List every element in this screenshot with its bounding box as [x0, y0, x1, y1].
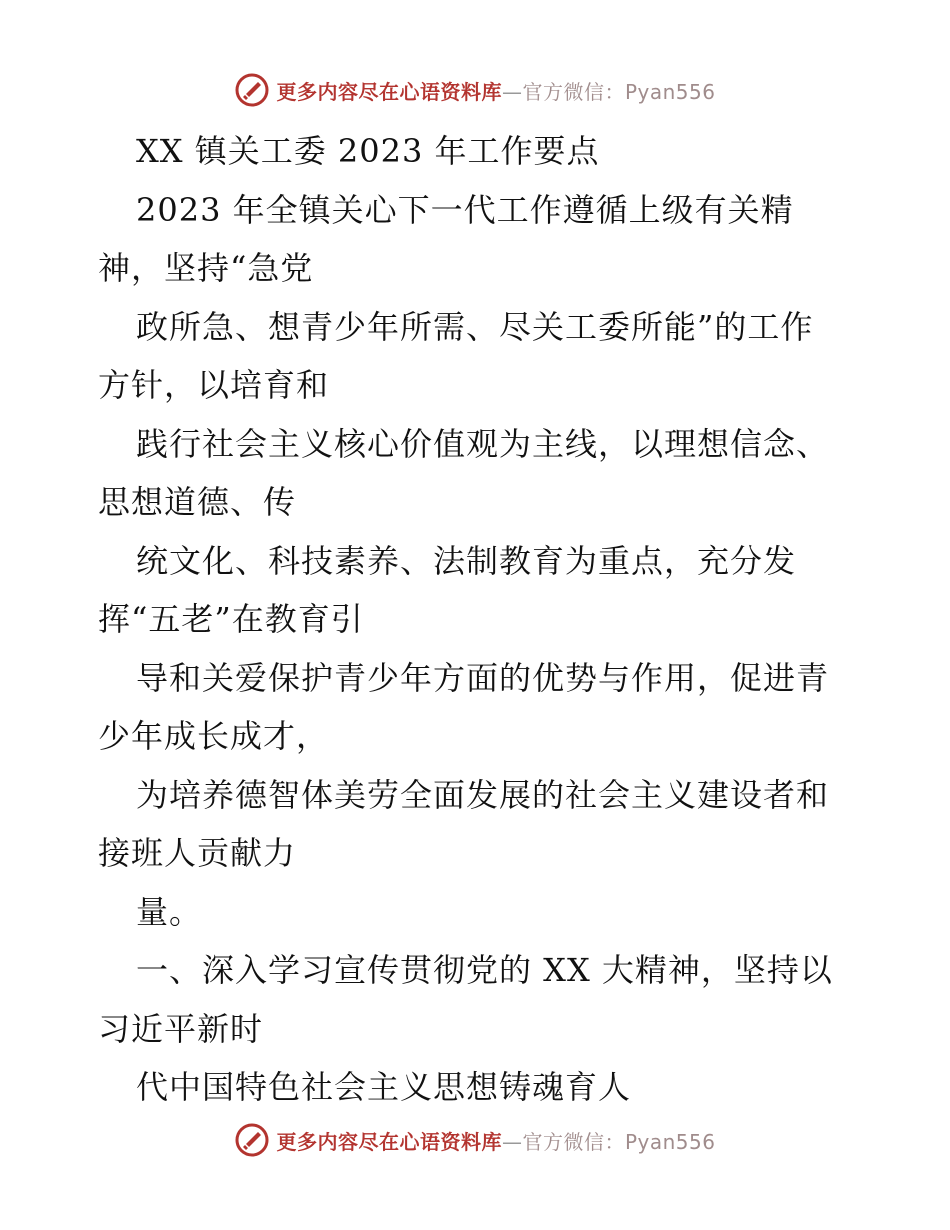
paragraph-line: 为培养德智体美劳全面发展的社会主义建设者和: [136, 775, 830, 814]
paragraph-line: 践行社会主义核心价值观为主线，以理想信念、: [136, 424, 830, 463]
banner-main-text: 更多内容尽在心语资料库: [276, 1129, 502, 1154]
paragraph-line: 方针，以培育和: [98, 366, 330, 404]
footer-watermark-banner: [0, 1120, 950, 1160]
header-watermark-banner: [0, 70, 950, 110]
paragraph-line: 2023 年全镇关心下一代工作遵循上级有关精: [136, 190, 794, 229]
section-heading-line: 一、深入学习宣传贯彻党的 XX 大精神，坚持以: [136, 951, 833, 989]
quill-seal-icon: [234, 72, 270, 108]
paragraph-line: 统文化、科技素养、法制教育为重点，充分发: [136, 541, 797, 580]
paragraph-line: 挥“五老”在教育引: [98, 600, 364, 638]
paragraph-line: 政所急、想青少年所需、尽关工委所能”的工作: [136, 307, 814, 346]
banner-wechat-text: 官方微信：Pyan556: [522, 1129, 716, 1154]
paragraph-line: 导和关爱保护青少年方面的优势与作用，促进青: [136, 658, 830, 697]
banner-separator: —: [501, 1129, 523, 1154]
paragraph-line: 少年成长成才，: [98, 717, 330, 755]
section-heading-line: 代中国特色社会主义思想铸魂育人: [136, 1068, 632, 1106]
quill-seal-icon: [234, 1122, 270, 1158]
banner-separator: —: [501, 79, 523, 104]
document-body: [98, 122, 858, 1117]
paragraph-line: 量。: [136, 892, 203, 931]
banner-wechat-text: 官方微信：Pyan556: [522, 79, 716, 104]
paragraph-line: 接班人贡献力: [98, 834, 297, 872]
section-heading-line: 习近平新时: [98, 1009, 264, 1048]
banner-main-text: 更多内容尽在心语资料库: [276, 79, 502, 104]
document-title: XX 镇关工委 2023 年工作要点: [136, 132, 600, 170]
paragraph-line: 思想道德、传: [98, 483, 297, 521]
paragraph-line: 神，坚持“急党: [98, 249, 314, 287]
banner-text: [276, 76, 715, 105]
banner-text: [276, 1126, 715, 1155]
